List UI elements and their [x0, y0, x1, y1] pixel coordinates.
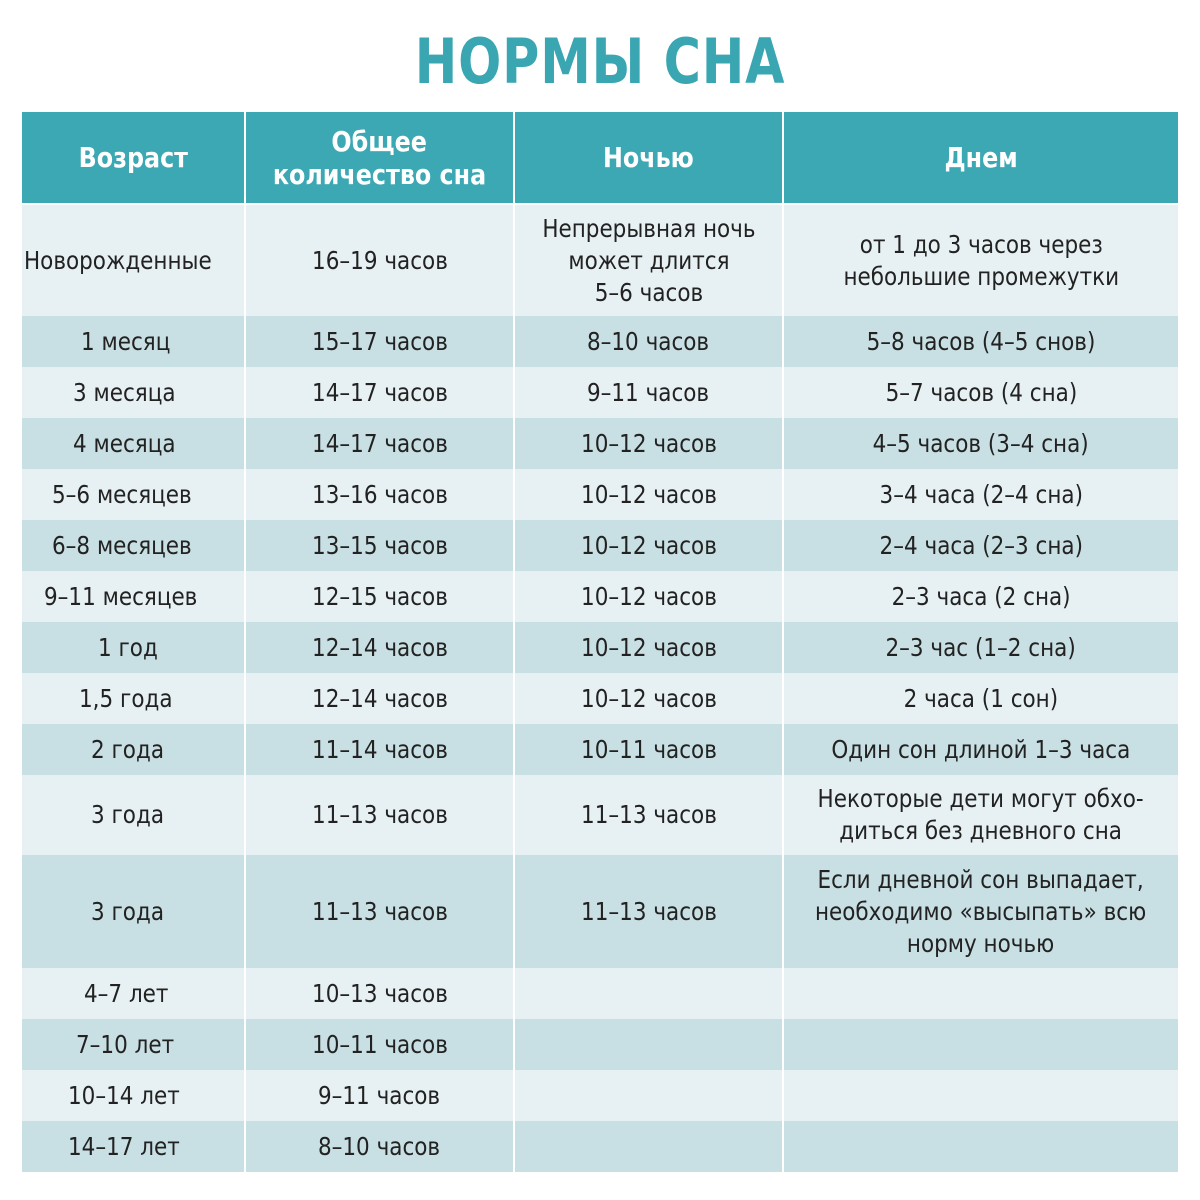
- header-day-label: Днем: [944, 141, 1018, 174]
- total-text: 16–19 часов: [311, 245, 448, 275]
- table-row: [22, 571, 1178, 622]
- night-text: 9–11 часов: [587, 377, 710, 407]
- header-total-line2: количество сна: [272, 157, 487, 191]
- night-cell: [514, 724, 783, 775]
- table-row: [22, 775, 1178, 855]
- age-text: 1,5 года: [78, 683, 173, 713]
- day-text: 2–3 час (1–2 сна): [885, 632, 1077, 662]
- day-cell: [783, 418, 1178, 469]
- day-cell: [783, 1019, 1178, 1070]
- day-cell: [783, 968, 1178, 1019]
- total-cell: [245, 316, 514, 367]
- night-cell: [514, 418, 783, 469]
- day-cell: [783, 367, 1178, 418]
- age-cell: [22, 673, 245, 724]
- night-cell: [514, 622, 783, 673]
- total-cell: [245, 622, 514, 673]
- night-text: 10–12 часов: [580, 530, 717, 560]
- total-cell: [245, 1070, 514, 1121]
- age-cell: [22, 968, 245, 1019]
- age-cell: [22, 724, 245, 775]
- total-text: 15–17 часов: [311, 326, 448, 356]
- table-row: [22, 1019, 1178, 1070]
- age-text: 6–8 месяцев: [51, 530, 192, 560]
- table-row: [22, 968, 1178, 1019]
- age-cell: [22, 571, 245, 622]
- total-text: 11–14 часов: [311, 734, 448, 764]
- age-cell: [22, 1070, 245, 1121]
- table-row: [22, 622, 1178, 673]
- header-age-label: Возраст: [78, 141, 188, 174]
- total-text: 14–17 часов: [311, 428, 448, 458]
- total-cell: [245, 1019, 514, 1070]
- day-cell: [783, 622, 1178, 673]
- age-text: Новорожденные: [23, 245, 212, 275]
- night-cell: [514, 855, 783, 968]
- night-cell: [514, 571, 783, 622]
- table-row: [22, 367, 1178, 418]
- age-text: 10–14 лет: [68, 1080, 180, 1110]
- day-text: Один сон длиной 1–3 часа: [831, 734, 1131, 764]
- table-row: [22, 1121, 1178, 1172]
- age-text: 3 года: [90, 800, 164, 829]
- age-text: 5–6 месяцев: [51, 479, 192, 509]
- day-cell: [783, 724, 1178, 775]
- header-age: [22, 112, 245, 204]
- age-cell: [22, 316, 245, 367]
- age-cell: [22, 469, 245, 520]
- night-cell: [514, 1019, 783, 1070]
- age-text: 1 год: [98, 632, 159, 662]
- table-row: [22, 520, 1178, 571]
- day-cell: [783, 673, 1178, 724]
- night-text: 10–12 часов: [580, 632, 717, 662]
- day-text: Некоторые дети могут обхо- диться без дневного сна: [817, 784, 1145, 845]
- age-text: 7–10 лет: [75, 1029, 175, 1059]
- night-cell: [514, 204, 783, 316]
- total-cell: [245, 204, 514, 316]
- total-cell: [245, 673, 514, 724]
- night-text: 11–13 часов: [580, 896, 717, 926]
- total-cell: [245, 1121, 514, 1172]
- age-text: 3 месяца: [73, 377, 176, 407]
- table-row: [22, 204, 1178, 316]
- age-cell: [22, 204, 245, 316]
- table-header-row: [22, 112, 1178, 204]
- day-cell: [783, 571, 1178, 622]
- table-row: [22, 469, 1178, 520]
- total-text: 10–11 часов: [311, 1029, 448, 1059]
- total-cell: [245, 571, 514, 622]
- day-cell: [783, 204, 1178, 316]
- age-cell: [22, 622, 245, 673]
- total-text: 9–11 часов: [318, 1080, 441, 1110]
- age-text: 2 года: [90, 734, 164, 764]
- total-cell: [245, 855, 514, 968]
- night-cell: [514, 1121, 783, 1172]
- night-text: 10–11 часов: [580, 734, 717, 764]
- day-text: 4–5 часов (3–4 сна): [872, 428, 1090, 458]
- night-text: 10–12 часов: [580, 479, 717, 509]
- night-text: Непрерывная ночь может длится 5–6 часов: [541, 213, 756, 307]
- night-text: 8–10 часов: [587, 326, 710, 356]
- age-cell: [22, 367, 245, 418]
- total-text: 11–13 часов: [311, 800, 448, 829]
- day-text: 5–8 часов (4–5 снов): [866, 326, 1096, 356]
- table-row: [22, 1070, 1178, 1121]
- night-text: 10–12 часов: [580, 428, 717, 458]
- header-total: [245, 112, 514, 204]
- table-row: [22, 418, 1178, 469]
- total-text: 13–15 часов: [311, 530, 448, 560]
- night-cell: [514, 367, 783, 418]
- day-text: 3–4 часа (2–4 сна): [879, 479, 1083, 509]
- total-text: 12–14 часов: [311, 683, 448, 713]
- day-text: 2–4 часа (2–3 сна): [879, 530, 1083, 560]
- table-row: [22, 316, 1178, 367]
- day-text: 2 часа (1 сон): [903, 683, 1059, 713]
- total-text: 14–17 часов: [311, 377, 448, 407]
- total-cell: [245, 367, 514, 418]
- day-cell: [783, 1121, 1178, 1172]
- night-cell: [514, 775, 783, 855]
- total-text: 10–13 часов: [311, 978, 448, 1008]
- day-cell: [783, 775, 1178, 855]
- sleep-norms-table: [22, 112, 1178, 1172]
- total-text: 12–15 часов: [311, 581, 448, 611]
- total-cell: [245, 968, 514, 1019]
- table-row: [22, 724, 1178, 775]
- header-night: [514, 112, 783, 204]
- night-text: 10–12 часов: [580, 581, 717, 611]
- total-text: 13–16 часов: [311, 479, 448, 509]
- age-text: 4 месяца: [73, 428, 176, 458]
- header-night-label: Ночью: [603, 141, 694, 174]
- total-cell: [245, 469, 514, 520]
- day-text: 2–3 часа (2 сна): [891, 581, 1071, 611]
- header-day: [783, 112, 1178, 204]
- header-total-line1: Общее: [331, 124, 428, 158]
- age-text: 14–17 лет: [68, 1131, 180, 1161]
- day-cell: [783, 520, 1178, 571]
- day-cell: [783, 316, 1178, 367]
- age-text: 4–7 лет: [83, 978, 169, 1008]
- night-cell: [514, 469, 783, 520]
- day-cell: [783, 469, 1178, 520]
- age-cell: [22, 855, 245, 968]
- age-text: 1 месяц: [81, 326, 171, 356]
- age-text: 3 года: [90, 896, 164, 926]
- total-cell: [245, 418, 514, 469]
- table-row: [22, 855, 1178, 968]
- day-cell: [783, 1070, 1178, 1121]
- total-text: 12–14 часов: [311, 632, 448, 662]
- age-cell: [22, 775, 245, 855]
- night-cell: [514, 968, 783, 1019]
- night-text: 10–12 часов: [580, 683, 717, 713]
- age-text: 9–11 месяцев: [43, 581, 198, 611]
- age-cell: [22, 1121, 245, 1172]
- day-cell: [783, 855, 1178, 968]
- total-cell: [245, 724, 514, 775]
- age-cell: [22, 418, 245, 469]
- total-text: 11–13 часов: [311, 896, 448, 926]
- day-text: 5–7 часов (4 сна): [885, 377, 1077, 407]
- total-cell: [245, 520, 514, 571]
- page-title: НОРМЫ СНА: [414, 25, 786, 98]
- age-cell: [22, 520, 245, 571]
- total-cell: [245, 775, 514, 855]
- night-cell: [514, 1070, 783, 1121]
- night-cell: [514, 520, 783, 571]
- total-text: 8–10 часов: [318, 1131, 441, 1161]
- night-cell: [514, 673, 783, 724]
- night-cell: [514, 316, 783, 367]
- day-text: от 1 до 3 часов через небольшие промежутки: [843, 229, 1119, 291]
- age-cell: [22, 1019, 245, 1070]
- night-text: 11–13 часов: [580, 800, 717, 829]
- day-text: Если дневной сон выпадает, необходимо «высыпать» всю норму ночью: [815, 864, 1147, 958]
- table-row: [22, 673, 1178, 724]
